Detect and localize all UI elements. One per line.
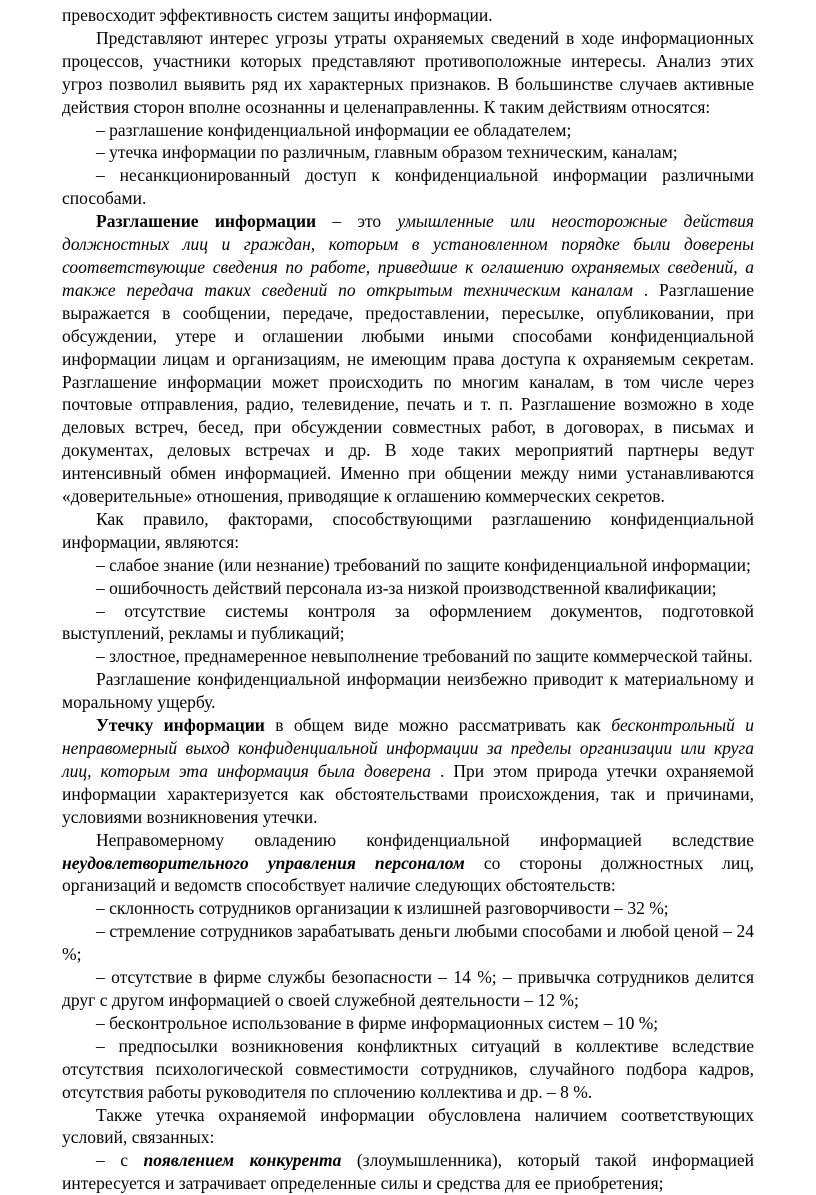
list-item-condition: – с появлением конкурента (злоумышленника), который такой информацией интересуется и затрачивает определенные силы и средства для ее приобретения; (62, 1150, 754, 1194)
paragraph-disclosure-factors: Как правило, факторами, способствующими разглашению конфиденциальной информации, являются: (62, 508, 754, 552)
paragraph-continuation: превосходит эффективность систем защиты информации. (62, 5, 493, 25)
definition-leakage: бесконтрольный и неправомерный выход конфиденциальной информации за пределы организации или круга лиц, которым эта информация была доверена (62, 715, 754, 781)
term-personnel-management: неудовлетворительного управления персоналом (62, 852, 465, 873)
list-item-circumstance: – стремление сотрудников зарабатывать деньги любыми способами и любой ценой – 24 %; (62, 921, 754, 965)
paragraph-disclosure-damage: Разглашение конфиденциальной информации неизбежно приводит к материальному и моральному ущербу. (62, 669, 754, 713)
paragraph-leakage-conditions: Также утечка охраняемой информации обусловлена наличием соответствующих условий, связанных: (62, 1104, 754, 1148)
list-item-circumstance: – бесконтрольное использование в фирме информационных систем – 10 %; (96, 1012, 659, 1033)
term-disclosure: Разглашение информации (96, 211, 317, 232)
list-item-factor: – злостное, преднамеренное невыполнение требований по защите коммерческой тайны. (96, 646, 753, 667)
list-item-factor: – ошибочность действий персонала из-за низкой производственной квалификации; (96, 577, 717, 598)
definition-disclosure: умышленные или неосторожные действия должностных лиц и граждан, которым в установленном порядке были доверены соответствующие сведения по работе, приведшие к оглашению охраняемых сведений, а также передача таких сведений по открытым техническим каналам (62, 211, 754, 300)
list-item-unauthorized-access: – несанкционированный доступ к конфиденциальной информации различными способами. (62, 165, 754, 209)
paragraph-personnel-management: Неправомерному овладению конфиденциальной информацией вследствие неудовлетворительного управления персоналом со стороны должностных лиц, организаций и ведомств способствует наличие следующих обстоятельств: (62, 829, 754, 896)
list-item-circumstance-continued: друг с другом информацией о своей служебной деятельности – 12 %; (62, 989, 579, 1010)
list-item-factor: – отсутствие системы контроля за оформлением документов, подготовкой выступлений, рекламы и публикаций; (62, 600, 754, 644)
list-item-circumstance: – склонность сотрудников организации к излишней разговорчивости – 32 %; (96, 898, 669, 919)
list-item-factor: – слабое знание (или незнание) требований по защите конфиденциальной информации; (96, 554, 751, 575)
term-competitor: появлением конкурента (143, 1150, 342, 1171)
list-item-disclosure: – разглашение конфиденциальной информации ее обладателем; (96, 119, 572, 140)
paragraph-threats-intro: Представляют интерес угрозы утраты охраняемых сведений в ходе информационных процессов, участники которых представляют противоположные интересы. Анализ этих угроз позволил выявить ряд их характерных признаков. В большинстве случаев активные действия сторон вполне осознанны и целенаправленны. К таким действиям относятся: (62, 27, 754, 117)
list-item-circumstance: – предпосылки возникновения конфликтных ситуаций в коллективе вследствие отсутствия психологической совместимости сотрудников, случайного подбора кадров, отсутствия работы руководителя по сплочению коллектива и др. – 8 %. (62, 1035, 754, 1102)
list-item-circumstance: – отсутствие в фирме службы безопасности – 14 %; – привычка сотрудников делится (96, 967, 754, 988)
term-leakage: Утечку информации (96, 715, 265, 736)
paragraph-leakage-definition: Утечку информации в общем виде можно рассматривать как бесконтрольный и неправомерный выход конфиденциальной информации за пределы организации или круга лиц, которым эта информация была доверена . При этом природа утечки охраняемой информации характеризуется как обстоятельствами происхождения, так и причинами, условиями возникновения утечки. (62, 715, 754, 827)
list-item-leakage: – утечка информации по различным, главным образом техническим, каналам; (96, 142, 678, 163)
paragraph-disclosure-definition: Разглашение информации – это умышленные или неосторожные действия должностных лиц и граждан, которым в установленном порядке были доверены соответствующие сведения по работе, приведшие к оглашению охраняемых сведений, а также передача таких сведений по открытым техническим каналам . Разглашение выражается в сообщении, передаче, предоставлении, пересылке, опубликовании, при обсуждении, утере и оглашении любыми иными способами конфиденциальной информации лицам и организациям, не имеющим права доступа к охраняемым секретам. Разглашение информации может происходить по многим каналам, в том числе через почтовые отправления, радио, телевидение, печать и т. п. Разглашение возможно в ходе деловых встреч, бесед, при обсуждении совместных работ, в договорах, в письмах и документах, деловых встречах и др. В ходе таких мероприятий партнеры ведут интенсивный обмен информацией. Именно при общении между ними устанавливаются «доверительные» отношения, приводящие к оглашению коммерческих секретов. (62, 211, 754, 507)
